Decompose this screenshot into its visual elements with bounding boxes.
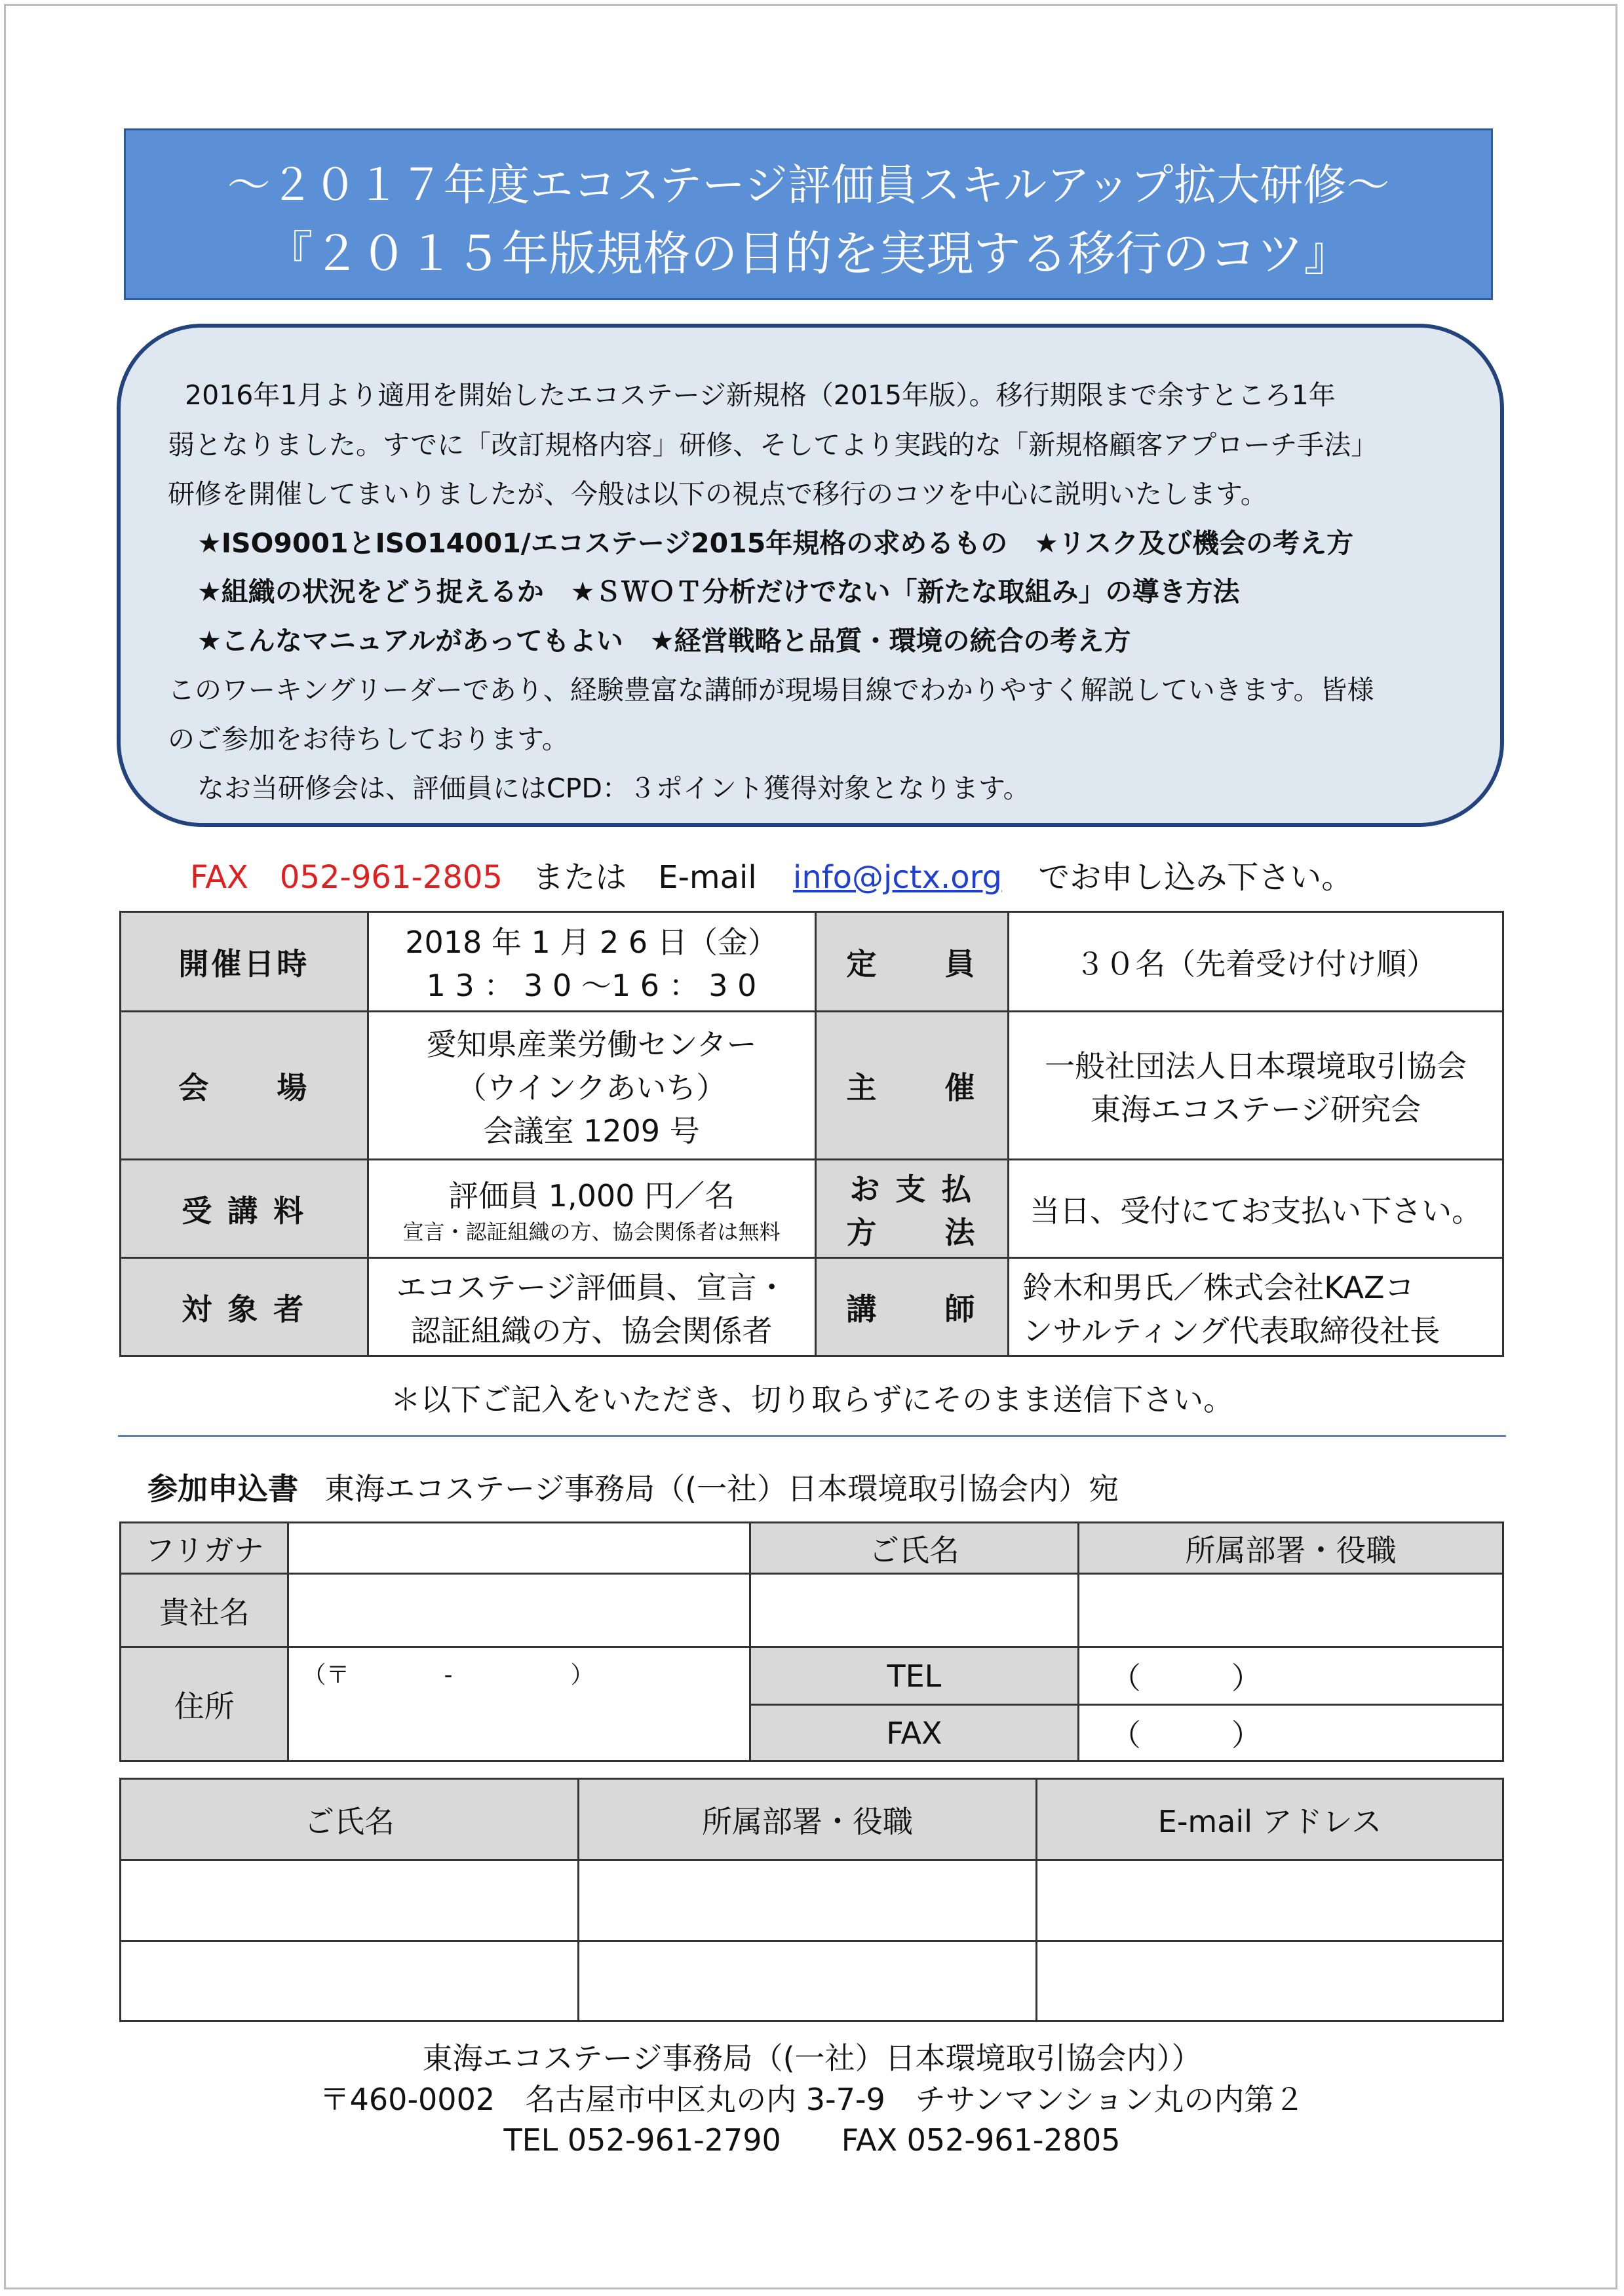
dept-header: 所属部署・役職 xyxy=(1078,1523,1503,1574)
participant-dept-field[interactable] xyxy=(578,1942,1036,2021)
target-label: 対 象 者 xyxy=(121,1258,368,1356)
intro-text: 研修を開催してまいりましたが、今般は以下の視点で移行のコツを中心に説明いたします。 xyxy=(168,478,1267,510)
application-form-table xyxy=(119,1521,1504,1762)
email-link[interactable]: info@jctx.org xyxy=(793,859,1002,896)
intro-text: のご参加をお待ちしております。 xyxy=(168,723,569,755)
intro-text: なお当研修会は、評価員にはCPD：３ポイント獲得対象となります。 xyxy=(197,773,1030,804)
participants-table xyxy=(119,1778,1504,2022)
capacity-value: ３０名（先着受け付け順） xyxy=(1009,912,1503,1012)
intro-text: このワーキングリーダーであり、経験豊富な講師が現場目線でわかりやすく解説していきます。皆様 xyxy=(168,674,1374,706)
tel-field[interactable]: （ ） xyxy=(1078,1647,1503,1705)
apply-suffix: でお申し込み下さい。 xyxy=(1038,859,1353,896)
event-info-table xyxy=(119,911,1504,1357)
intro-text: 2016年1月より適用を開始したエコステージ新規格（2015年版）。移行期限まで余すところ1年 xyxy=(185,379,1336,411)
payment-label: お 支 払 方 法 xyxy=(815,1160,1009,1258)
participant-email-field[interactable] xyxy=(1036,1942,1503,2021)
footer-office: 東海エコステージ事務局（(一社）日本環境取引協会内）） xyxy=(422,2040,1202,2076)
furigana-field[interactable] xyxy=(288,1523,750,1574)
form-title: 参加申込書 xyxy=(147,1471,298,1506)
target-value: エコステージ評価員、宣言・ 認証組織の方、協会関係者 xyxy=(368,1258,815,1356)
participant-email-header: E-mail アドレス xyxy=(1036,1779,1503,1860)
fax-field[interactable]: （ ） xyxy=(1078,1705,1503,1761)
intro-point: ★こんなマニュアルがあってもよい ★経営戦略と品質・環境の統合の考え方 xyxy=(197,625,1131,657)
venue-label: 会 場 xyxy=(121,1012,368,1160)
intro-point: ★組織の状況をどう捉えるか ★ＳＷＯＴ分析だけでない「新たな取組み」の導き方法 xyxy=(197,576,1240,607)
apply-instructions xyxy=(190,852,1353,897)
participant-name-field[interactable] xyxy=(121,1860,579,1942)
company-field[interactable] xyxy=(288,1574,750,1647)
date-label: 開催日時 xyxy=(121,912,368,1012)
participant-name-header: ご氏名 xyxy=(121,1779,579,1860)
address-label: 住所 xyxy=(121,1647,288,1761)
fee-label: 受 講 料 xyxy=(121,1160,368,1258)
cut-divider xyxy=(118,1435,1506,1437)
lecturer-label: 講 師 xyxy=(815,1258,1009,1356)
form-heading xyxy=(147,1465,1119,1508)
name-field[interactable] xyxy=(750,1574,1078,1647)
intro-text: 弱となりました。すでに「改訂規格内容」研修、そしてより実践的な「新規格顧客アプローチ手法」 xyxy=(168,429,1378,461)
participant-dept-field[interactable] xyxy=(578,1860,1036,1942)
submission-note: ＊以下ご記入をいただき、切り取らずにそのまま送信下さい。 xyxy=(390,1382,1234,1417)
fax-label: FAX xyxy=(750,1705,1078,1761)
payment-value: 当日、受付にてお支払い下さい。 xyxy=(1009,1160,1503,1258)
footer-address: 〒460-0002 名古屋市中区丸の内 3-7-9 チサンマンション丸の内第２ xyxy=(319,2082,1305,2117)
intro-panel xyxy=(117,324,1504,827)
dept-field[interactable] xyxy=(1078,1574,1503,1647)
company-label: 貴社名 xyxy=(121,1574,288,1647)
title-banner xyxy=(124,128,1493,300)
capacity-label: 定 員 xyxy=(815,912,1009,1012)
intro-point: ★ISO9001とISO14001/エコステージ2015年規格の求めるもの ★リスク及び機会の考え方 xyxy=(197,527,1354,559)
form-recipient: 東海エコステージ事務局（(一社）日本環境取引協会内）宛 xyxy=(324,1471,1119,1506)
participant-name-field[interactable] xyxy=(121,1942,579,2021)
name-header: ご氏名 xyxy=(750,1523,1078,1574)
host-label: 主 催 xyxy=(815,1012,1009,1160)
lecturer-value: 鈴木和男氏／株式会社KAZコ ンサルティング代表取締役社長 xyxy=(1009,1258,1503,1356)
venue-value: 愛知県産業労働センター （ウインクあいち） 会議室 1209 号 xyxy=(368,1012,815,1160)
title-subtitle: ～２０１７年度エコステージ評価員スキルアップ拡大研修～ xyxy=(227,160,1390,210)
participant-dept-header: 所属部署・役職 xyxy=(578,1779,1036,1860)
apply-fax: FAX 052-961-2805 xyxy=(190,859,503,896)
furigana-label: フリガナ xyxy=(121,1523,288,1574)
participant-email-field[interactable] xyxy=(1036,1860,1503,1942)
title-main: 『２０１５年版規格の目的を実現する移行のコツ』 xyxy=(265,226,1351,281)
apply-or: または E-mail xyxy=(532,859,757,896)
postal-hint: （〒 - ） xyxy=(302,1662,594,1689)
tel-label: TEL xyxy=(750,1647,1078,1705)
address-field[interactable] xyxy=(288,1647,750,1761)
fee-value: 評価員 1,000 円／名 宣言・認証組織の方、協会関係者は無料 xyxy=(368,1160,815,1258)
date-value: 2018 年 1 月 2 6 日（金） 1 3 ： 3 0 ～1 6 ： 3 0 xyxy=(368,912,815,1012)
host-value: 一般社団法人日本環境取引協会 東海エコステージ研究会 xyxy=(1009,1012,1503,1160)
footer-contact: TEL 052-961-2790 FAX 052-961-2805 xyxy=(503,2122,1121,2158)
